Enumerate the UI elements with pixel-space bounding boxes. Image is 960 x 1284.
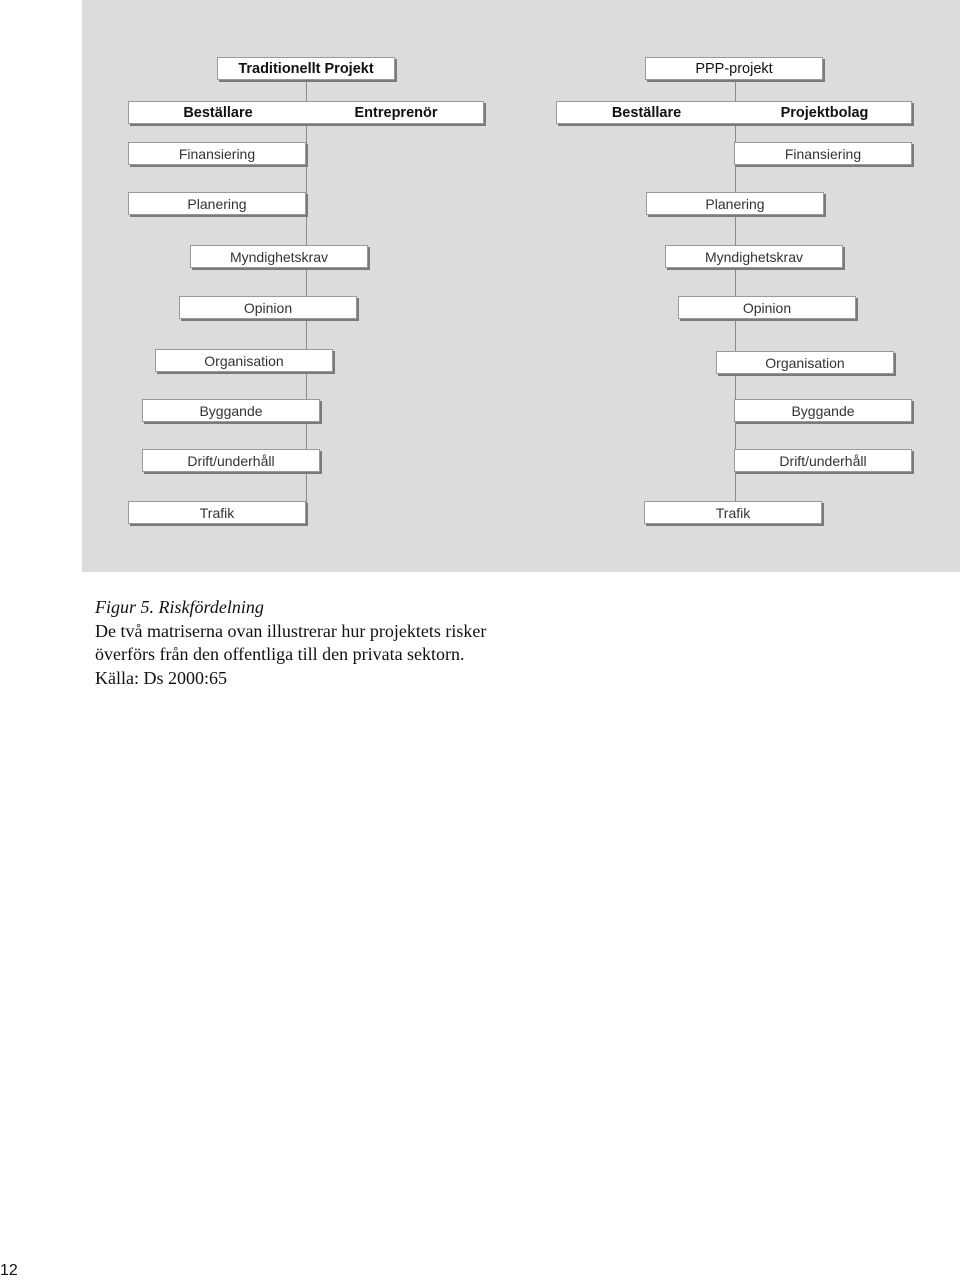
- diagram-panel: [82, 0, 960, 572]
- left-risk-authority: Myndighetskrav: [190, 245, 368, 268]
- left-header-parties: [128, 101, 484, 124]
- left-risk-operations: Drift/underhåll: [142, 449, 320, 472]
- right-risk-construction: Byggande: [734, 399, 912, 422]
- caption-source: Källa: Ds 2000:65: [95, 667, 227, 688]
- right-risk-authority: Myndighetskrav: [665, 245, 843, 268]
- right-risk-opinion: Opinion: [678, 296, 856, 319]
- right-risk-operations: Drift/underhåll: [734, 449, 912, 472]
- figure-caption: [95, 596, 486, 690]
- right-party-client: Beställare: [611, 104, 682, 121]
- left-risk-financing: Finansiering: [128, 142, 306, 165]
- right-risk-traffic: Trafik: [644, 501, 822, 524]
- figure-label: Figur 5. Riskfördelning: [95, 597, 264, 617]
- left-matrix-title: Traditionellt Projekt: [217, 57, 395, 80]
- left-risk-traffic: Trafik: [128, 501, 306, 524]
- right-risk-financing: Finansiering: [734, 142, 912, 165]
- left-risk-opinion: Opinion: [179, 296, 357, 319]
- caption-line-2: överförs från den offentliga till den privata sektorn.: [95, 644, 465, 664]
- left-risk-organisation: Organisation: [155, 349, 333, 372]
- page-number: 12: [0, 1262, 18, 1279]
- left-risk-planning: Planering: [128, 192, 306, 215]
- right-risk-planning: Planering: [646, 192, 824, 215]
- right-matrix-title: PPP-projekt: [645, 57, 823, 80]
- right-header-parties: [556, 101, 912, 124]
- right-party-project-company: Projektbolag: [780, 104, 869, 121]
- left-risk-construction: Byggande: [142, 399, 320, 422]
- left-party-client: Beställare: [183, 104, 253, 121]
- caption-line-1: De två matriserna ovan illustrerar hur projektets risker: [95, 620, 487, 641]
- right-risk-organisation: Organisation: [716, 351, 894, 374]
- left-party-contractor: Entreprenör: [354, 104, 438, 121]
